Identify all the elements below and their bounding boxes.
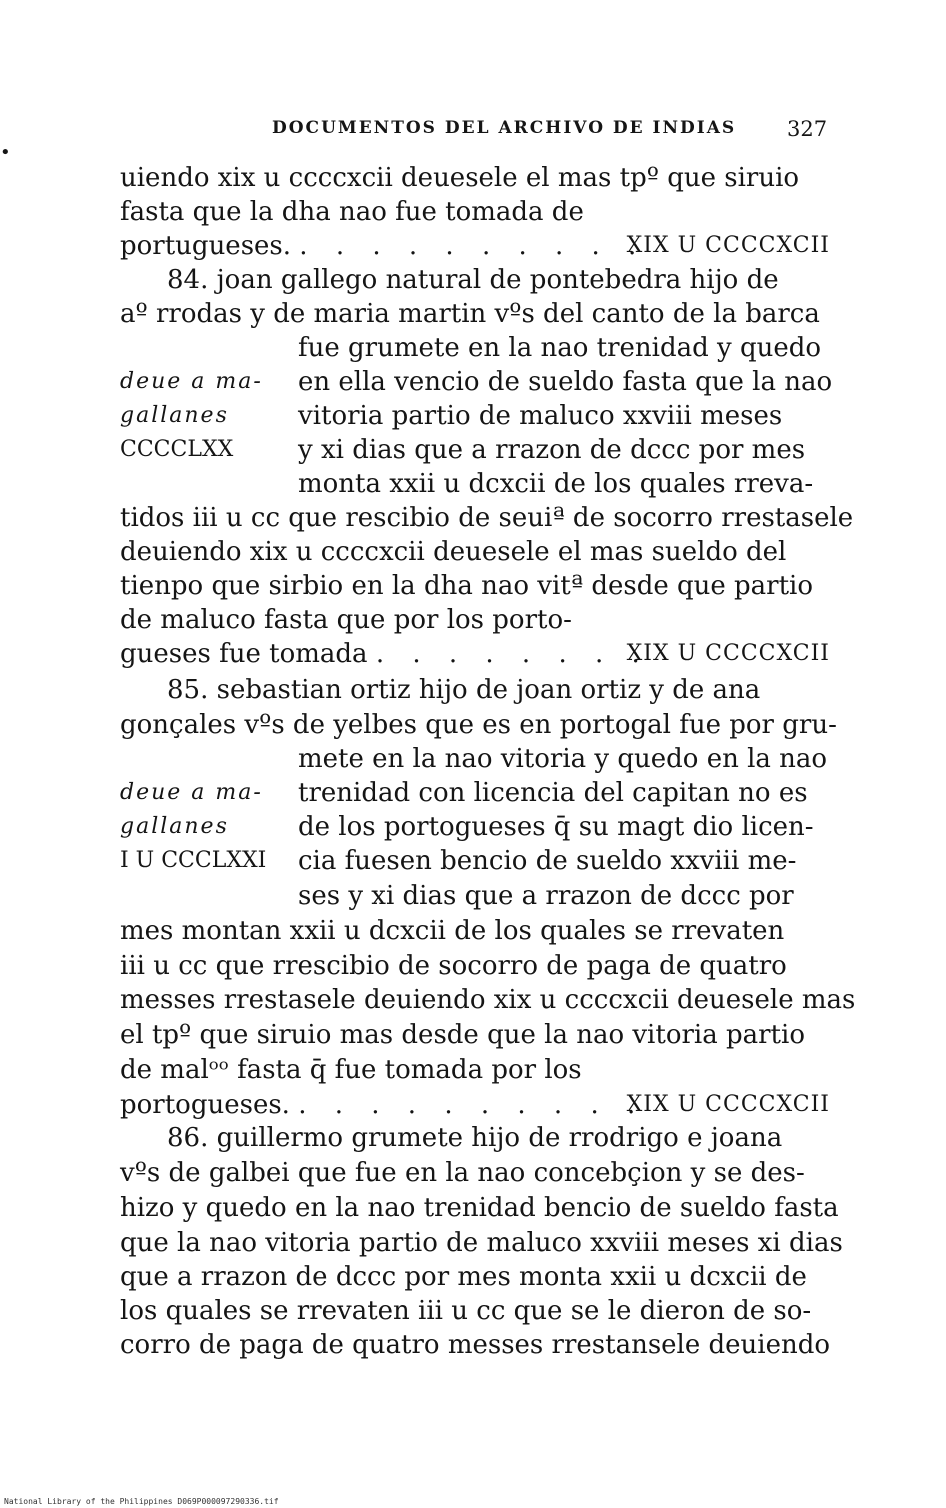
text-line: gonçales vºs de yelbes que es en portogal fue por gru- xyxy=(120,710,837,740)
text-line: ses y xi dias que a rrazon de dccc por xyxy=(298,881,794,911)
margin-note-84: gallanes xyxy=(120,403,229,428)
scan-source-footer: National Library of the Philippines D069P000097290336.tif xyxy=(4,1497,279,1506)
leader-dots: . . . . . . . . . . xyxy=(298,1090,646,1120)
margin-note-85: deue a ma- xyxy=(120,780,263,805)
amount-value: XIX U CCCCXCII xyxy=(626,233,830,258)
entry-heading-84: 84. joan gallego natural de pontebedra hijo de xyxy=(167,265,779,295)
text-line: mete en la nao vitoria y quedo en la nao xyxy=(298,744,828,774)
amount-value: XIX U CCCCXCII xyxy=(626,641,830,666)
text-line: los quales se rrevaten iii u cc que se le dieron de so- xyxy=(120,1296,812,1326)
margin-bullet: • xyxy=(0,142,11,163)
text-line: trenidad con licencia del capitan no es xyxy=(298,778,808,808)
text-line: fue grumete en la nao trenidad y quedo xyxy=(298,333,822,363)
text-line: vitoria partio de maluco xxviii meses xyxy=(298,401,783,431)
text-line: el tpº que siruio mas desde que la nao vitoria partio xyxy=(120,1020,805,1050)
text-line: cia fuesen bencio de sueldo xxviii me- xyxy=(298,846,797,876)
text-line: fasta que la dha nao fue tomada de xyxy=(120,197,584,227)
entry-heading-86: 86. guillermo grumete hijo de rrodrigo e joana xyxy=(167,1123,783,1153)
leader-dots: . . . . . . . . xyxy=(375,639,650,669)
leader-dots: . . . . . . . . . . xyxy=(299,231,647,261)
amount-line xyxy=(120,637,830,671)
entry-heading-85: 85. sebastian ortiz hijo de joan ortiz y de ana xyxy=(167,675,761,705)
amount-value: XIX U CCCCXCII xyxy=(626,1092,830,1117)
amount-line-text: portugueses. xyxy=(120,231,292,261)
text-line: tidos iii u cc que rescibio de seuiª de socorro rrestasele xyxy=(120,503,854,533)
text-line: monta xxii u dcxcii de los quales rreva- xyxy=(298,469,814,499)
text-line: tienpo que sirbio en la dha nao vitª desde que partio xyxy=(120,571,814,601)
text-line: corro de paga de quatro messes rrestansele deuiendo xyxy=(120,1330,831,1360)
margin-amount-84: CCCCLXX xyxy=(120,437,234,462)
text-line: iii u cc que rrescibio de socorro de paga de quatro xyxy=(120,951,787,981)
text-line: de los portogueses q̄ su magt dio licen- xyxy=(298,812,814,842)
text-line: hizo y quedo en la nao trenidad bencio de sueldo fasta xyxy=(120,1193,839,1223)
text-line: de maluco fasta que por los porto- xyxy=(120,605,572,635)
margin-note-85: gallanes xyxy=(120,814,229,839)
text-line: mes montan xxii u dcxcii de los quales se rrevaten xyxy=(120,916,785,946)
amount-line xyxy=(120,1088,830,1122)
text-line: en ella vencio de sueldo fasta que la nao xyxy=(298,367,833,397)
text-line: deuiendo xix u ccccxcii deuesele el mas sueldo del xyxy=(120,537,787,567)
margin-amount-85: I U CCCLXXI xyxy=(120,848,267,873)
page-number: 327 xyxy=(787,117,828,141)
text-line: y xi dias que a rrazon de dccc por mes xyxy=(298,435,806,465)
text-line: de malᵒᵒ fasta q̄ fue tomada por los xyxy=(120,1055,582,1085)
text-line: uiendo xix u ccccxcii deuesele el mas tpº que siruio xyxy=(120,163,800,193)
text-line: vºs de galbei que fue en la nao concebçion y se des- xyxy=(120,1158,805,1188)
running-title: DOCUMENTOS DEL ARCHIVO DE INDIAS xyxy=(272,118,737,138)
amount-line-text: portogueses. xyxy=(120,1090,290,1120)
text-line: messes rrestasele deuiendo xix u ccccxcii deuesele mas xyxy=(120,985,856,1015)
text-line: aº rrodas y de maria martin vºs del canto de la barca xyxy=(120,299,820,329)
text-line: que a rrazon de dccc por mes monta xxii u dcxcii de xyxy=(120,1262,807,1292)
amount-line-text: gueses fue tomada xyxy=(120,639,368,669)
text-line: que la nao vitoria partio de maluco xxviii meses xi dias xyxy=(120,1228,843,1258)
margin-note-84: deue a ma- xyxy=(120,369,263,394)
amount-line xyxy=(120,229,830,263)
